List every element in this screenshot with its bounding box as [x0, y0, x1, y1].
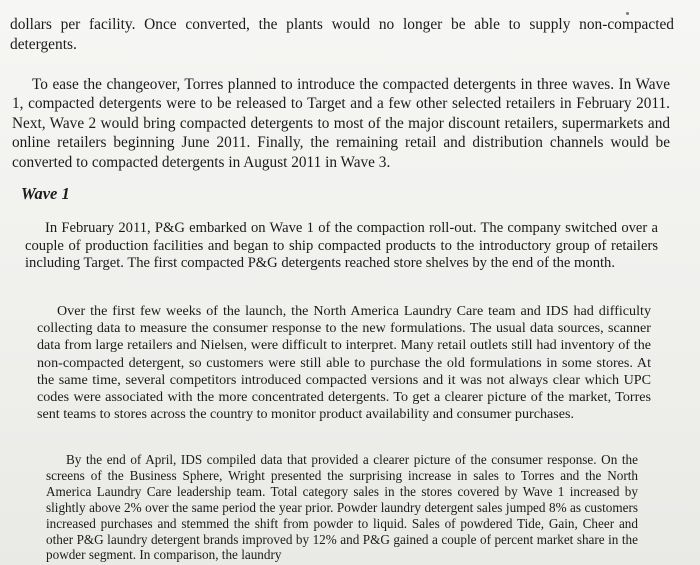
section-heading: Wave 1 — [21, 184, 70, 203]
paragraph-ids-results — [46, 452, 638, 563]
paragraph-text: By the end of April, IDS compiled data that provided a clearer picture of the consumer response. On the screens of the Business Sphere, Wright presented the surprising increase in sales to Torres and the North America Laundry Care leadership team. Total category sales in the stores covered by Wave 1 increased by slightly above 2% over the same period the year prior. Powder laundry detergent sales jumped 8% as customers increased purchases and stemmed the shift from powder to liquid. Sales of powdered Tide, Gain, Cheer and other P&G laundry detergent brands improved by 12% and P&G gained a couple of percent market share in the powder segment. In comparison, the laundry — [46, 452, 638, 563]
paragraph-changeover-plan — [12, 75, 670, 172]
paragraph-wave1-launch — [25, 220, 658, 273]
paragraph-data-difficulty — [37, 303, 651, 423]
paragraph-continuation — [10, 15, 674, 54]
paragraph-text: To ease the changeover, Torres planned to introduce the compacted detergents in three waves. In Wave 1, compacted detergents were to be released to Target and a few other selected retailers in February 2011. Next, Wave 2 would bring compacted detergents to most of the major discount retailers, supermarkets and online retailers beginning June 2011. Finally, the remaining retail and distribution channels would be converted to compacted detergents in August 2011 in Wave 3. — [12, 76, 670, 171]
paragraph-text: dollars per facility. Once converted, the plants would no longer be able to supply non-compacted detergents. — [10, 16, 674, 53]
paragraph-text: Over the first few weeks of the launch, the North America Laundry Care team and IDS had difficulty collecting data to measure the consumer response to the new formulations. The usual data sources, scanner data from large retailers and Nielsen, were difficult to interpret. Many retail outlets still had inventory of the non-compacted detergent, so customers were still able to purchase the old formulations in some stores. At the same time, several competitors introduced compacted versions and it was not always clear which UPC codes were associated with the more concentrated detergents. To get a clearer picture of the market, Torres sent teams to stores across the country to monitor product availability and consumer purchases. — [37, 303, 651, 423]
paragraph-text: In February 2011, P&G embarked on Wave 1 of the compaction roll-out. The company switched over a couple of production facilities and began to ship compacted products to the introductory group of retailers including Target. The first compacted P&G detergents reached store shelves by the end of the month. — [25, 220, 658, 272]
